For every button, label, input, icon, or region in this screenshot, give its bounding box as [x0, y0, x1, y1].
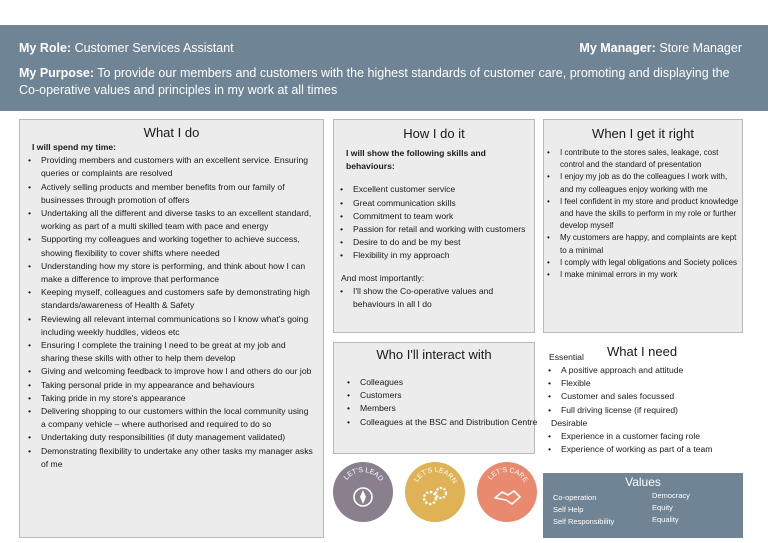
interact-panel	[333, 342, 538, 454]
interact-item: • Colleagues	[360, 376, 540, 389]
when-right-title: When I get it right	[592, 126, 694, 141]
what-i-do-item: • Undertaking duty responsibilities (if duty management validated)	[41, 431, 313, 444]
essential-label: Essential	[549, 352, 584, 362]
what-i-do-item: • Supporting my colleagues and working together to achieve success, showing flexibility to cover shifts where needed	[41, 233, 313, 259]
what-i-do-item: • Giving and welcoming feedback to improve how I and others do our job	[41, 365, 313, 378]
role-label: My Role:	[19, 41, 72, 55]
badge-label: LET'S LEAD	[343, 466, 385, 483]
important-item: • I'll show the Co-operative values and behaviours in all I do	[353, 285, 528, 311]
interact-item: • Members	[360, 402, 540, 415]
when-right-item: • I comply with legal obligations and Society polices	[560, 257, 740, 269]
what-i-do-item: • Taking pride in my store's appearance	[41, 392, 313, 405]
when-right-list	[544, 147, 740, 281]
how-i-do-it-item: • Excellent customer service	[353, 183, 528, 196]
what-i-do-intro: I will spend my time:	[32, 142, 117, 152]
when-right-item: • I enjoy my job as do the colleagues I work with, and my colleagues enjoy working with me	[560, 171, 740, 195]
purpose-label: My Purpose:	[19, 66, 95, 80]
values-title: Values	[625, 475, 661, 489]
essential-item: • Full driving license (if required)	[561, 404, 741, 417]
when-right-item: • I make minimal errors in my work	[560, 269, 740, 281]
values-panel	[543, 473, 743, 538]
what-i-do-item: • Keeping myself, colleagues and customers safe by demonstrating high standards/awareness of Health & Safety	[41, 286, 313, 312]
interact-item: • Customers	[360, 389, 540, 402]
interact-list	[334, 376, 540, 429]
when-right-item: • I feel confident in my store and product knowledge and have the skills to perform in my role or further develop myself	[560, 196, 740, 233]
compass-icon	[333, 462, 393, 522]
desirable-item: • Experience of working as part of a team	[561, 443, 746, 456]
manager-value: Store Manager	[659, 41, 742, 55]
how-i-do-it-item: • Great communication skills	[353, 197, 528, 210]
handshake-icon	[477, 462, 537, 522]
value-item: Co-operation	[553, 493, 597, 502]
lets-lead-badge	[333, 462, 393, 522]
how-i-do-it-item: • Passion for retail and working with customers	[353, 223, 528, 236]
what-i-need-panel	[543, 342, 743, 460]
what-i-do-item: • Taking personal pride in my appearance and behaviours	[41, 379, 313, 392]
desirable-list	[543, 430, 746, 456]
how-i-do-it-panel	[333, 119, 535, 333]
lets-learn-badge	[405, 462, 465, 522]
what-i-do-list	[20, 154, 313, 471]
role-line	[19, 41, 234, 55]
essential-item: • Flexible	[561, 377, 741, 390]
value-item: Equality	[652, 515, 679, 524]
how-i-do-it-intro: I will show the following skills and behaviours:	[346, 148, 486, 172]
when-i-get-it-right-panel	[543, 119, 743, 333]
what-i-do-item: • Understanding how my store is performing, and think about how I can make a difference to improve that performance	[41, 260, 313, 286]
important-label: And most importantly:	[341, 272, 425, 283]
how-i-do-it-list	[334, 183, 528, 262]
manager-line	[579, 41, 742, 55]
header-banner	[0, 25, 768, 111]
gears-icon	[405, 462, 465, 522]
important-list	[334, 285, 528, 311]
value-item: Self Help	[553, 505, 584, 514]
what-i-do-item: • Undertaking all the different and diverse tasks to an excellent standard, working as part of a multi skilled team with pace and energy	[41, 207, 313, 233]
interact-item: • Colleagues at the BSC and Distribution Centre	[360, 416, 540, 429]
what-i-do-item: • Providing members and customers with an excellent service. Ensuring queries or complaints are resolved	[41, 154, 313, 180]
lets-care-badge	[477, 462, 537, 522]
when-right-item: • My customers are happy, and complaints are kept to a minimal	[560, 232, 740, 256]
manager-label: My Manager:	[579, 41, 656, 55]
what-i-need-title: What I need	[607, 344, 678, 359]
what-i-do-item: • Demonstrating flexibility to undertake any other tasks my manager asks of me	[41, 445, 313, 471]
desirable-label: Desirable	[551, 417, 588, 428]
role-value: Customer Services Assistant	[74, 41, 234, 55]
essential-item: • Customer and sales focussed	[561, 390, 741, 403]
value-item: Democracy	[652, 491, 690, 500]
purpose-text: To provide our members and customers with the highest standards of customer care, promoting and displaying the Co-operative values and principles in my work at all times	[19, 66, 730, 97]
purpose-line	[19, 65, 739, 99]
values-right-list	[652, 490, 690, 526]
interact-title: Who I'll interact with	[376, 347, 492, 362]
essential-item: • A positive approach and attitude	[561, 364, 741, 377]
badge-label: LET'S CARE	[487, 466, 529, 484]
what-i-do-item: • Reviewing all relevant internal communications so I know what's going including weekly huddles, videos etc	[41, 313, 313, 339]
what-i-do-panel	[19, 119, 324, 538]
what-i-do-item: • Delivering shopping to our customers within the local community using a company vehicle – where authorised and required to do so	[41, 405, 313, 431]
how-i-do-it-title: How I do it	[403, 126, 465, 141]
how-i-do-it-item: • Flexibility in my approach	[353, 249, 528, 262]
essential-list	[543, 364, 741, 417]
badge-label: LET'S LEARN	[413, 466, 458, 485]
what-i-do-item: • Ensuring I complete the training I need to be great at my job and sharing these skills with other to help them develop	[41, 339, 313, 365]
values-left-list	[553, 492, 614, 528]
what-i-do-item: • Actively selling products and member benefits from our family of businesses through promotion of offers	[41, 181, 313, 207]
value-item: Equity	[652, 503, 673, 512]
desirable-item: • Experience in a customer facing role	[561, 430, 746, 443]
how-i-do-it-item: • Desire to do and be my best	[353, 236, 528, 249]
value-item: Self Responsibility	[553, 517, 615, 526]
how-i-do-it-item: • Commitment to team work	[353, 210, 528, 223]
what-i-do-title: What I do	[143, 125, 200, 140]
when-right-item: • I contribute to the stores sales, leakage, cost control and the standard of presentation	[560, 147, 740, 171]
